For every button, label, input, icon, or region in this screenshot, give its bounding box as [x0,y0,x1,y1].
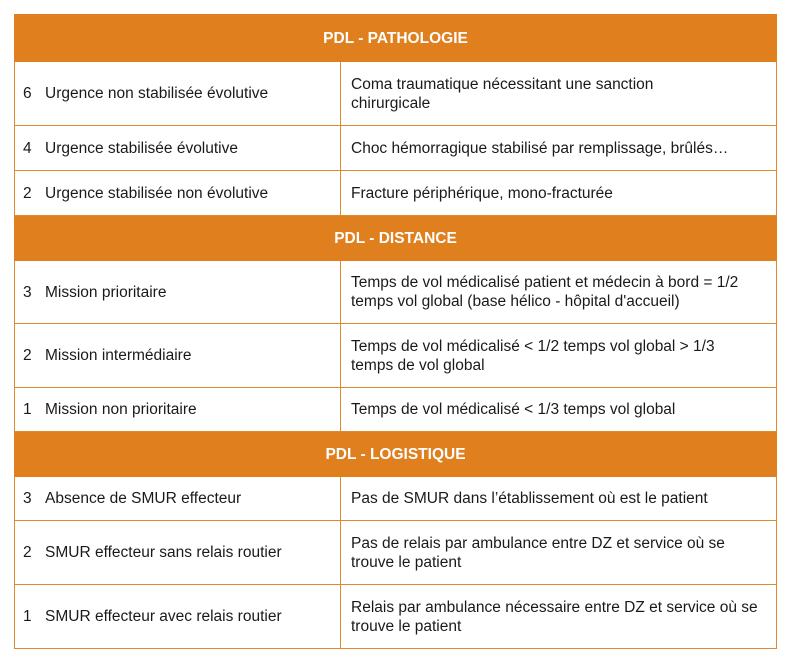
score: 1 [23,401,32,418]
table-row [15,388,777,432]
detail-cell: Pas de relais par ambulance entre DZ et service où se trouve le patient [341,521,777,585]
pdl-table [14,14,777,649]
table-row [15,171,777,216]
condition-label: SMUR effecteur sans relais routier [45,544,282,561]
detail-cell: Fracture périphérique, mono-fracturée [341,171,777,216]
condition-cell [15,62,341,126]
detail-cell: Temps de vol médicalisé < 1/2 temps vol global > 1/3 temps de vol global [341,324,777,388]
table-row [15,261,777,324]
condition-cell [15,521,341,585]
condition-label: Absence de SMUR effecteur [45,490,242,507]
score: 2 [23,544,32,561]
condition-cell [15,324,341,388]
score: 3 [23,283,32,301]
condition-cell [15,477,341,521]
table-row [15,585,777,649]
condition-cell [15,585,341,649]
condition-label: Urgence stabilisée évolutive [45,139,238,157]
condition-label: Mission prioritaire [45,283,167,301]
condition-label: Urgence non stabilisée évolutive [45,85,269,102]
table-row [15,521,777,585]
condition-label: SMUR effecteur avec relais routier [45,608,282,625]
score: 4 [23,139,32,157]
pdl-table-container [14,14,776,649]
condition-label: Urgence stabilisée non évolutive [45,184,269,202]
detail-cell: Pas de SMUR dans l’établissement où est le patient [341,477,777,521]
condition-cell [15,171,341,216]
table-row [15,126,777,171]
score: 6 [23,85,32,102]
score: 2 [23,184,32,202]
score: 1 [23,608,32,625]
section-title: PDL - PATHOLOGIE [15,15,777,62]
table-row [15,324,777,388]
section-header-pathologie [15,15,777,62]
condition-cell [15,388,341,432]
table-row [15,477,777,521]
section-title: PDL - LOGISTIQUE [15,432,777,477]
detail-cell: Temps de vol médicalisé patient et médecin à bord = 1/2 temps vol global (base hélico - hôpital d'accueil) [341,261,777,324]
detail-cell: Choc hémorragique stabilisé par remplissage, brûlés… [341,126,777,171]
section-header-distance [15,216,777,261]
section-title: PDL - DISTANCE [15,216,777,261]
score: 2 [23,347,32,364]
detail-cell: Temps de vol médicalisé < 1/3 temps vol global [341,388,777,432]
condition-label: Mission intermédiaire [45,347,192,364]
condition-label: Mission non prioritaire [45,401,197,418]
detail-cell: Relais par ambulance nécessaire entre DZ et service où se trouve le patient [341,585,777,649]
condition-cell [15,126,341,171]
score: 3 [23,490,32,507]
condition-cell [15,261,341,324]
table-row [15,62,777,126]
section-header-logistique [15,432,777,477]
detail-cell: Coma traumatique nécessitant une sanction chirurgicale [341,62,777,126]
